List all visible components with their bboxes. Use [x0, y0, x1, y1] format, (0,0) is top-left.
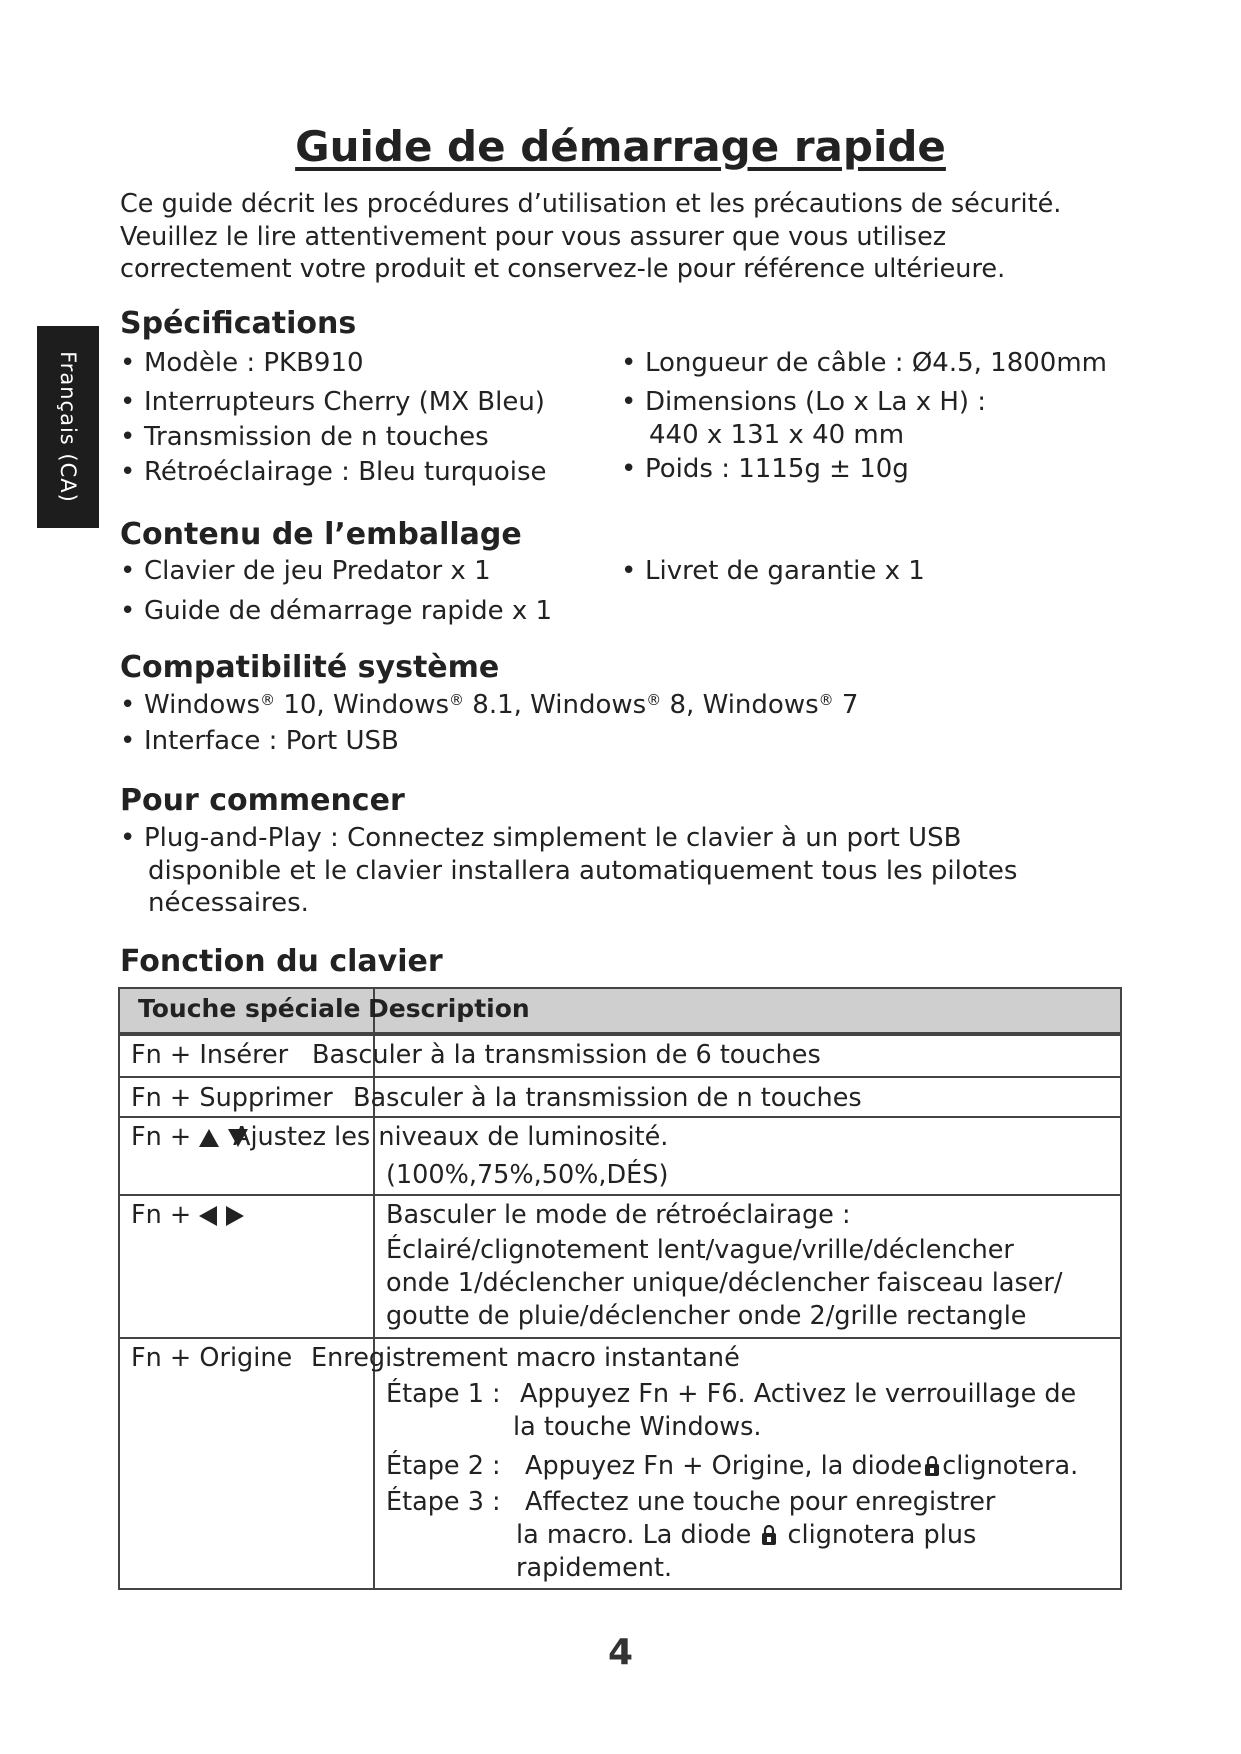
specs-heading: Spécifications [120, 306, 357, 341]
row-divider [120, 1337, 1120, 1339]
step-3-text-end: rapidement. [516, 1553, 673, 1583]
step-2-label: Étape 2 : [386, 1451, 501, 1481]
package-heading: Contenu de l’emballage [120, 517, 522, 552]
spec-weight: • Poids : 1115g ± 10g [645, 454, 909, 484]
row-desc-backlight-3: onde 1/déclencher unique/déclencher faisceau laser/ [386, 1268, 1063, 1298]
row-desc-backlight-1: Basculer le mode de rétroéclairage : [386, 1200, 851, 1230]
arrow-left-icon [199, 1206, 217, 1226]
start-line-1: • Plug-and-Play : Connectez simplement le clavier à un port USB [144, 823, 961, 853]
step-1-text: Appuyez Fn + F6. Activez le verrouillage de [520, 1379, 1077, 1409]
arrow-up-icon [199, 1129, 219, 1147]
row-divider [120, 1076, 1120, 1078]
row-desc-delete: Basculer à la transmission de n touches [353, 1083, 862, 1113]
compat-heading: Compatibilité système [120, 650, 500, 685]
intro-line: correctement votre produit et conservez-le pour référence ultérieure. [120, 254, 1006, 284]
step-2-text: Appuyez Fn + Origine, la diode clignotera. [525, 1451, 1079, 1481]
start-line-3: nécessaires. [148, 888, 309, 918]
spec-backlight: • Rétroéclairage : Bleu turquoise [144, 457, 547, 487]
row-key-insert: Fn + Insérer [131, 1040, 289, 1070]
header-description: Description [368, 994, 530, 1023]
step-1-label: Étape 1 : [386, 1379, 501, 1409]
start-line-2: disponible et le clavier installera automatiquement tous les pilotes [148, 856, 1018, 886]
language-tab-label: Français (CA) [56, 351, 80, 503]
row-divider [120, 1116, 1120, 1118]
keyboard-heading: Fonction du clavier [120, 944, 443, 979]
row-desc-macro: Enregistrement macro instantané [311, 1343, 740, 1373]
package-warranty: • Livret de garantie x 1 [645, 556, 925, 586]
step-3-text: Affectez une touche pour enregistrer [525, 1487, 996, 1517]
step-3-label: Étape 3 : [386, 1487, 501, 1517]
start-heading: Pour commencer [120, 783, 405, 818]
row-desc-backlight-4: goutte de pluie/déclencher onde 2/grille rectangle [386, 1301, 1027, 1331]
column-divider [373, 989, 375, 1588]
intro-paragraph [120, 188, 1140, 286]
page-number: 4 [607, 1632, 634, 1673]
row-divider [120, 1034, 1120, 1036]
compat-interface: • Interface : Port USB [144, 726, 399, 756]
lock-icon [761, 1524, 777, 1546]
header-key: Touche spéciale [138, 994, 361, 1023]
row-desc-brightness-1: Ajustez les niveaux de luminosité. [233, 1122, 669, 1152]
row-divider [120, 1194, 1120, 1196]
spec-switches: • Interrupteurs Cherry (MX Bleu) [144, 387, 545, 417]
row-key-backlight: Fn + [131, 1200, 244, 1230]
package-keyboard: • Clavier de jeu Predator x 1 [144, 556, 491, 586]
row-desc-insert: Basculer à la transmission de 6 touches [312, 1040, 821, 1070]
spec-rollover: • Transmission de n touches [144, 422, 489, 452]
spec-dimensions: • Dimensions (Lo x La x H) : [645, 387, 986, 417]
spec-cable: • Longueur de câble : Ø4.5, 1800mm [645, 348, 1107, 378]
intro-line: Ce guide décrit les procédures d’utilisation et les précautions de sécurité. [120, 189, 1062, 219]
row-key-brightness: Fn + [131, 1122, 248, 1152]
compat-windows: • Windows® 10, Windows® 8.1, Windows® 8, Windows® 7 [144, 690, 858, 720]
spec-dimensions-value: 440 x 131 x 40 mm [649, 420, 905, 450]
row-desc-brightness-2: (100%,75%,50%,DÉS) [386, 1160, 669, 1190]
page-title: Guide de démarrage rapide [295, 122, 946, 171]
row-key-macro: Fn + Origine [131, 1343, 293, 1373]
language-tab [37, 326, 99, 528]
step-1-text-cont: la touche Windows. [513, 1412, 762, 1442]
keyboard-function-table [118, 987, 1122, 1590]
row-key-delete: Fn + Supprimer [131, 1083, 333, 1113]
spec-model: • Modèle : PKB910 [144, 348, 364, 378]
arrow-right-icon [226, 1206, 244, 1226]
row-desc-backlight-2: Éclairé/clignotement lent/vague/vrille/déclencher [386, 1235, 1014, 1265]
lock-icon [924, 1455, 940, 1477]
intro-line: Veuillez le lire attentivement pour vous assurer que vous utilisez [120, 221, 947, 252]
package-guide: • Guide de démarrage rapide x 1 [144, 596, 552, 626]
step-3-text-cont: la macro. La diode clignotera plus [516, 1520, 977, 1550]
